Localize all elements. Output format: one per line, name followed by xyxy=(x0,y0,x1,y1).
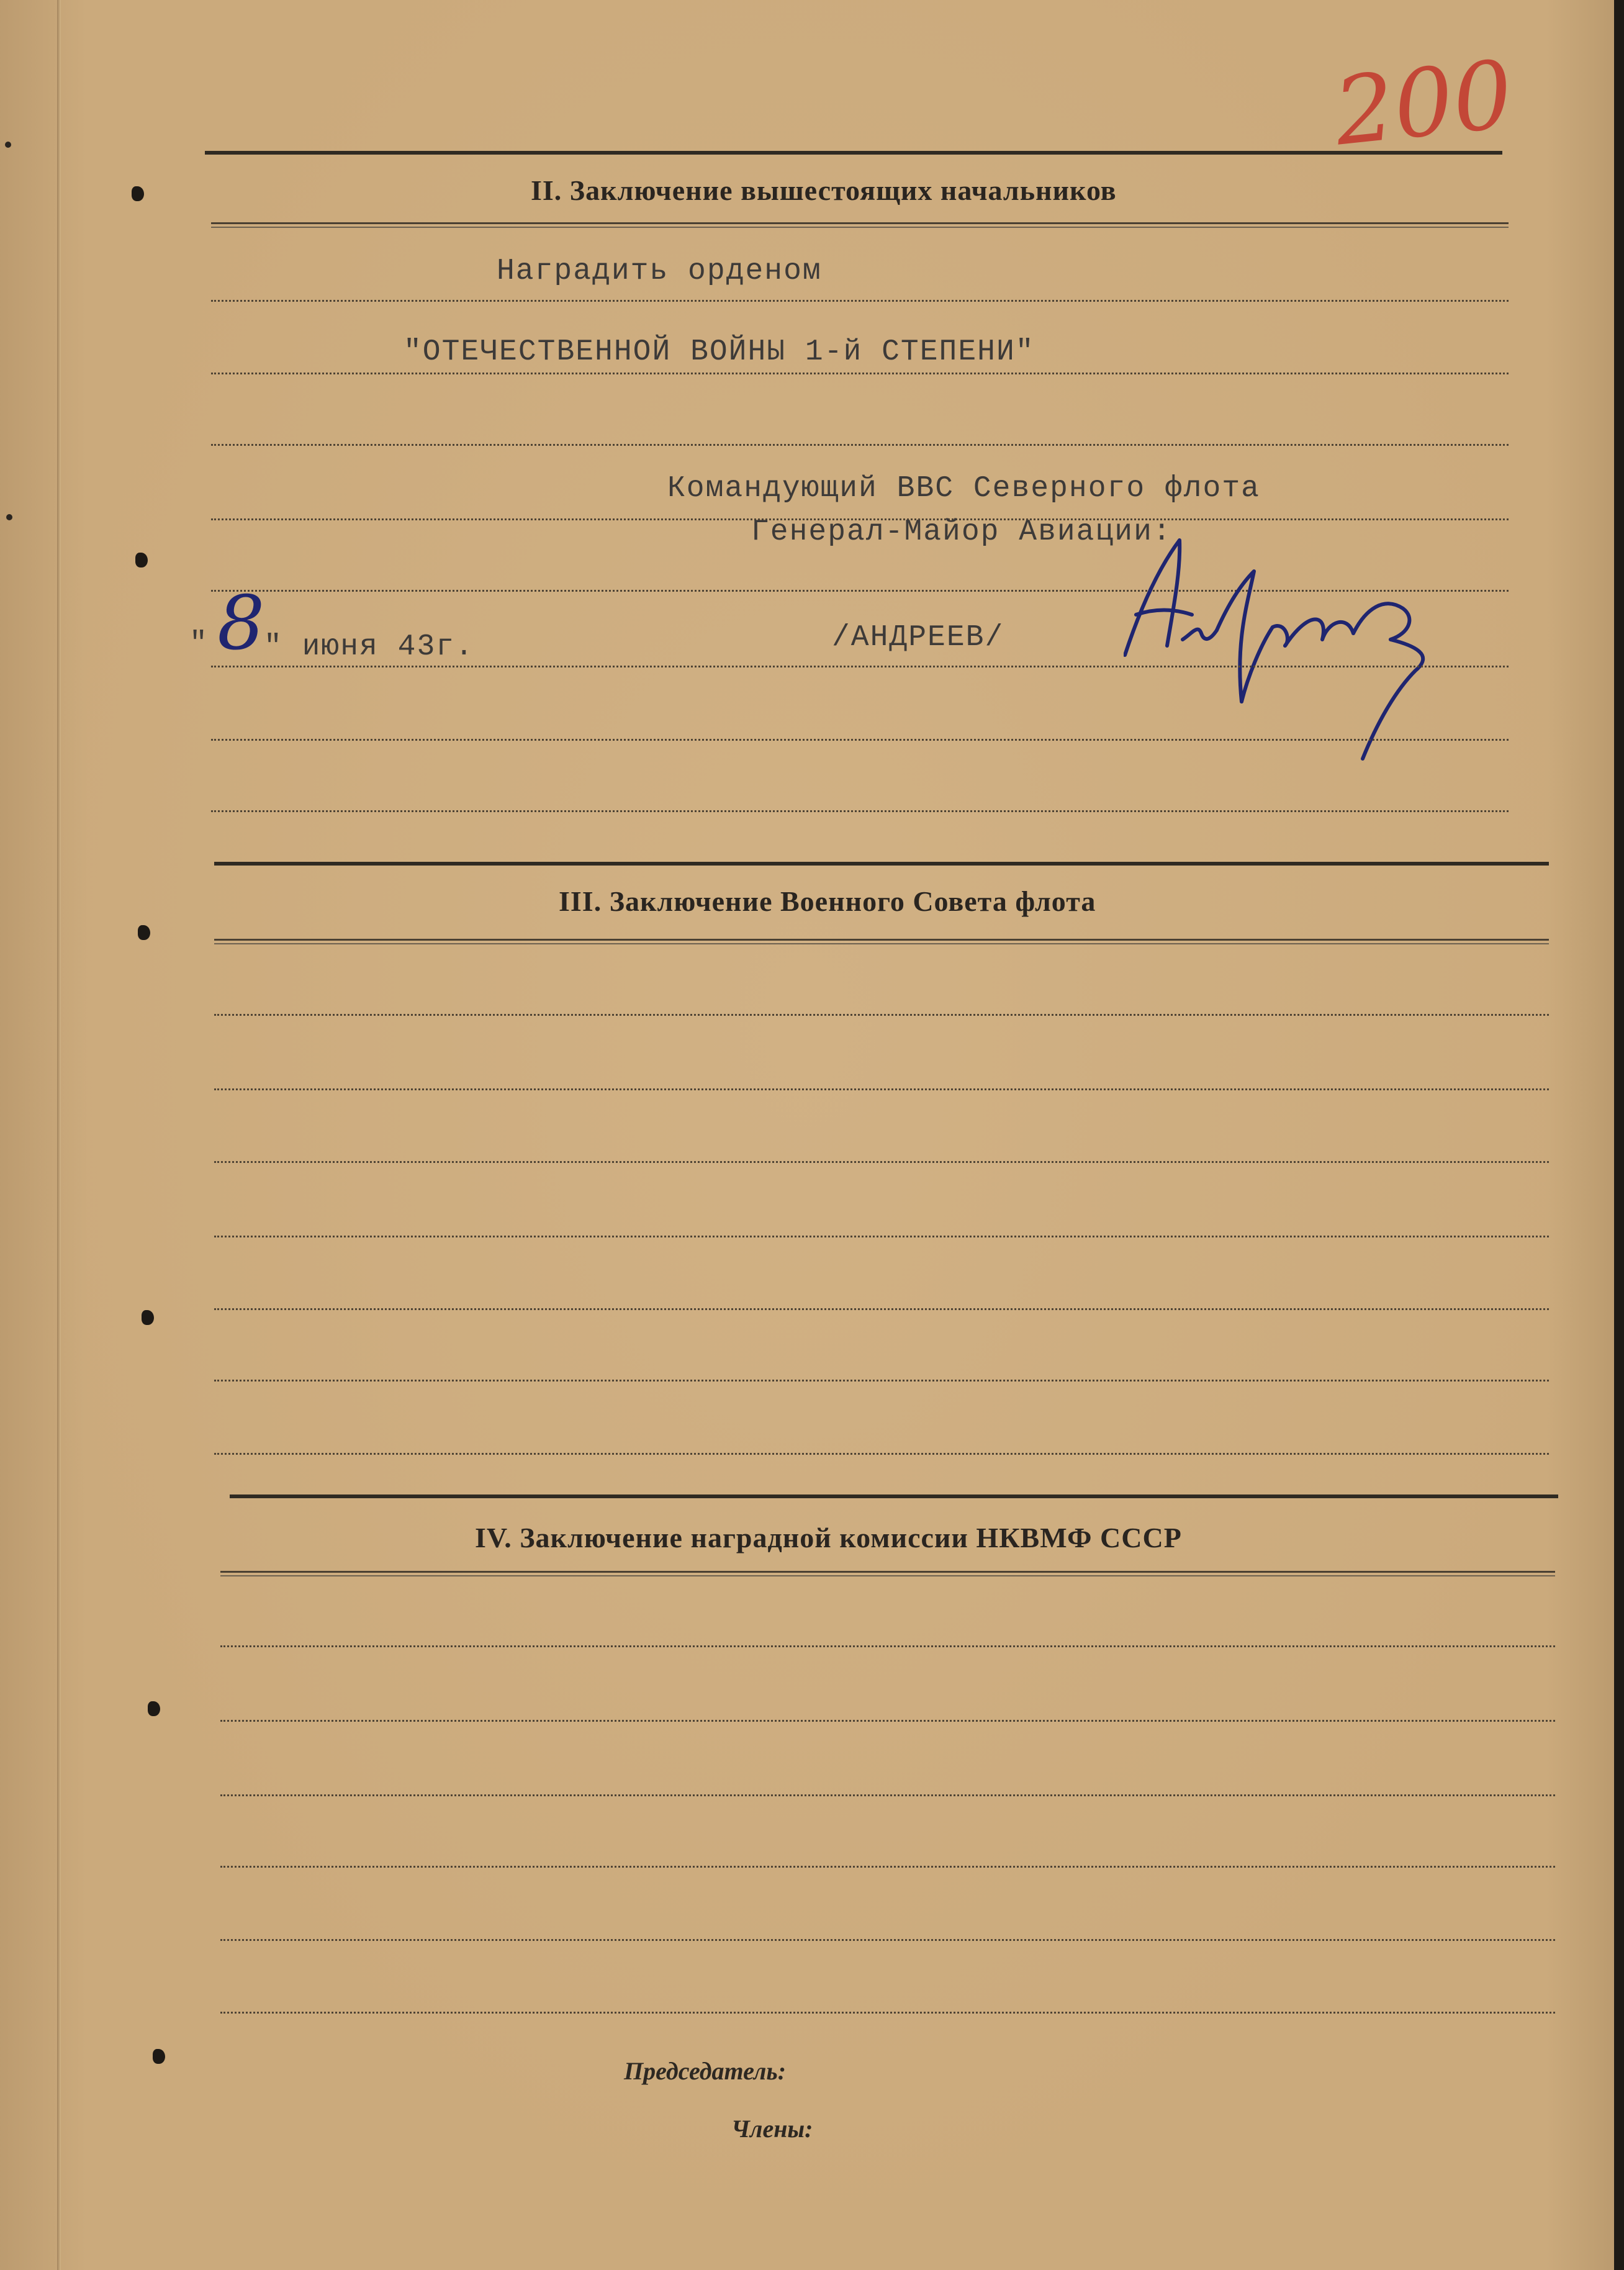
heading-underline xyxy=(214,939,1549,944)
heading-underline xyxy=(220,1571,1555,1576)
binder-hole xyxy=(132,186,144,201)
handwritten-page-number: 200 xyxy=(1329,40,1518,167)
writing-line xyxy=(220,1866,1555,1868)
writing-line xyxy=(214,1236,1549,1237)
binder-hole xyxy=(153,2049,165,2064)
writing-line xyxy=(220,1939,1555,1941)
signer-name: /АНДРЕЕВ/ xyxy=(832,621,1004,654)
section-4-heading: IV. Заключение наградной комиссии НКВМФ СССР xyxy=(475,1522,1182,1553)
ink-speck xyxy=(5,142,11,148)
award-line-2: "ОТЕЧЕСТВЕННОЙ ВОЙНЫ 1-й СТЕПЕНИ" xyxy=(404,335,1035,369)
members-label: Члены: xyxy=(731,2115,813,2143)
writing-line xyxy=(220,1645,1555,1647)
section-rule xyxy=(205,151,1502,155)
date-month-year: " июня 43г. xyxy=(264,630,474,664)
writing-line xyxy=(214,1308,1549,1310)
binder-hole xyxy=(138,925,150,940)
paper-fold xyxy=(57,0,61,2270)
date-open-quote: " xyxy=(189,627,209,661)
writing-line xyxy=(211,444,1509,446)
section-3-heading: III. Заключение Военного Совета флота xyxy=(559,885,1096,917)
writing-line xyxy=(211,300,1509,302)
binder-hole xyxy=(135,553,148,568)
writing-line xyxy=(214,1161,1549,1163)
section-rule xyxy=(214,862,1549,866)
writing-line xyxy=(220,2012,1555,2014)
heading-underline xyxy=(211,222,1509,228)
writing-line xyxy=(214,1453,1549,1455)
binder-hole xyxy=(148,1701,160,1716)
writing-line xyxy=(211,810,1509,812)
handwritten-date-day: 8 xyxy=(217,581,265,667)
writing-line xyxy=(220,1720,1555,1722)
writing-line xyxy=(211,373,1509,374)
section-rule xyxy=(230,1494,1558,1498)
section-2-heading: II. Заключение вышестоящих начальников xyxy=(531,174,1117,206)
writing-line xyxy=(214,1088,1549,1090)
award-line-1: Наградить орденом xyxy=(497,255,822,288)
writing-line xyxy=(211,666,1509,667)
binder-hole xyxy=(142,1310,154,1325)
writing-line xyxy=(220,1794,1555,1796)
writing-line xyxy=(214,1014,1549,1016)
handwritten-signature xyxy=(1124,515,1434,776)
signer-title-2: Генерал-Майор Авиации: xyxy=(751,515,1172,549)
writing-line xyxy=(214,1380,1549,1381)
writing-line xyxy=(211,739,1509,741)
chairman-label: Председатель: xyxy=(624,2057,787,2085)
signer-title-1: Командующий ВВС Северного флота xyxy=(667,472,1260,505)
ink-speck xyxy=(6,514,12,520)
